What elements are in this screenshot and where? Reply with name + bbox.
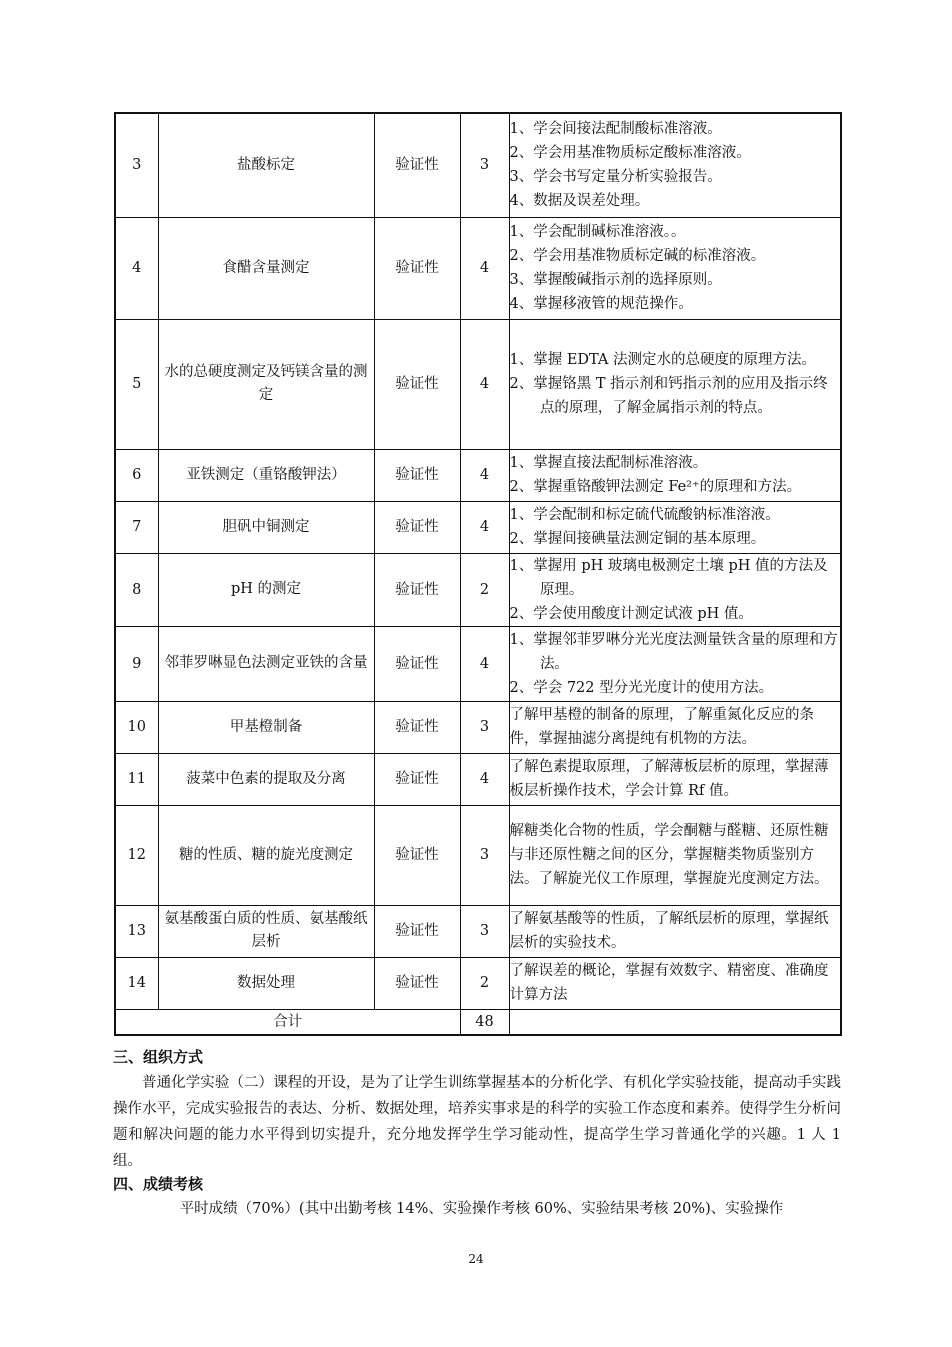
experiment-objectives-cell — [509, 626, 841, 701]
experiment-type-cell: 验证性 — [374, 753, 460, 805]
experiment-hours-cell: 3 — [460, 701, 509, 753]
experiment-name-cell — [158, 753, 374, 805]
experiment-name: 氨基酸蛋白质的性质、氨基酸纸层析 — [164, 911, 368, 950]
objective-line: 2、掌握间接碘量法测定铜的基本原理。 — [509, 531, 766, 547]
objective-line: 4、数据及误差处理。 — [509, 193, 650, 210]
experiment-hours-cell: 4 — [460, 449, 509, 501]
experiment-hours-cell: 4 — [460, 753, 509, 805]
experiment-name: pH 的测定 — [230, 581, 302, 597]
objective-paragraph: 了解甲基橙的制备的原理，了解重氮化反应的条件，掌握抽滤分离提纯有机物的方法。 — [509, 707, 814, 747]
experiment-name-cell — [158, 905, 374, 957]
experiment-name-cell — [158, 113, 374, 217]
experiment-objectives-cell — [509, 905, 841, 957]
experiment-objectives-cell — [509, 753, 841, 805]
row-number-cell: 12 — [115, 805, 158, 905]
objective-line: 2、掌握重铬酸钾法测定 Fe²⁺的原理和方法。 — [509, 479, 802, 495]
row-number-cell: 6 — [115, 449, 158, 501]
experiment-objectives-cell — [509, 319, 841, 449]
table-row — [115, 449, 841, 501]
experiment-hours-cell: 2 — [460, 957, 509, 1009]
section-4-title: 四、成绩考核 — [113, 1175, 204, 1193]
experiment-type-cell: 验证性 — [374, 701, 460, 753]
row-number-cell: 11 — [115, 753, 158, 805]
row-number-cell: 14 — [115, 957, 158, 1009]
total-hours: 48 — [460, 1009, 509, 1035]
objective-paragraph: 了解色素提取原理，了解薄板层析的原理，掌握薄板层析操作技术，学会计算 Rf 值。 — [509, 759, 829, 799]
experiment-type-cell: 验证性 — [374, 113, 460, 217]
experiment-type-cell: 验证性 — [374, 501, 460, 553]
experiment-hours-cell: 3 — [460, 805, 509, 905]
experiment-name-cell — [158, 449, 374, 501]
section-3-title: 三、组织方式 — [113, 1048, 204, 1066]
experiment-name: 甲基橙制备 — [229, 718, 303, 735]
experiment-name-cell — [158, 701, 374, 753]
experiment-objectives-cell — [509, 501, 841, 553]
experiment-objectives-cell — [509, 553, 841, 626]
table-row — [115, 701, 841, 753]
experiment-name-cell — [158, 501, 374, 553]
experiment-name-cell — [158, 957, 374, 1009]
objective-line: 1、学会间接法配制酸标准溶液。 — [509, 121, 722, 138]
experiment-name: 亚铁测定（重铬酸钾法） — [186, 466, 346, 483]
row-number-cell: 7 — [115, 501, 158, 553]
objective-line: 3、学会书写定量分析实验报告。 — [509, 169, 722, 186]
objective-line: 1、掌握用 pH 玻璃电极测定土壤 pH 值的方法及原理。 — [509, 557, 828, 598]
table-row — [115, 553, 841, 626]
objective-line: 2、掌握铬黑 T 指示剂和钙指示剂的应用及指示终点的原理，了解金属指示剂的特点。 — [509, 376, 828, 416]
row-number-cell: 5 — [115, 319, 158, 449]
experiment-name: 数据处理 — [237, 974, 295, 991]
experiment-name-cell — [158, 805, 374, 905]
table-row — [115, 113, 841, 217]
experiment-objectives-cell — [509, 805, 841, 905]
table-row — [115, 217, 841, 319]
experiment-objectives-cell — [509, 701, 841, 753]
experiment-type-cell: 验证性 — [374, 805, 460, 905]
row-number-cell: 10 — [115, 701, 158, 753]
objective-line: 2、学会用基准物质标定酸标准溶液。 — [509, 145, 751, 162]
page-number: 24 — [468, 1252, 484, 1266]
experiment-hours-cell: 4 — [460, 319, 509, 449]
objective-line: 1、掌握 EDTA 法测定水的总硬度的原理方法。 — [509, 352, 817, 368]
experiment-type-cell: 验证性 — [374, 553, 460, 626]
experiment-objectives-cell — [509, 449, 841, 501]
objective-line: 1、掌握邻菲罗啉分光光度法测量铁含量的原理和方法。 — [509, 631, 838, 672]
objective-line: 1、学会配制碱标准溶液。。 — [509, 224, 686, 240]
objective-line: 3、掌握酸碱指示剂的选择原则。 — [509, 272, 722, 288]
experiment-type-cell: 验证性 — [374, 626, 460, 701]
experiment-objectives-cell — [509, 957, 841, 1009]
objective-paragraph: 了解氨基酸等的性质，了解纸层析的原理，掌握纸层析的实验技术。 — [509, 911, 829, 951]
experiment-type-cell: 验证性 — [374, 319, 460, 449]
total-row — [115, 1009, 841, 1035]
table-row — [115, 905, 841, 957]
table-row — [115, 501, 841, 553]
experiment-hours-cell: 3 — [460, 113, 509, 217]
table-row — [115, 805, 841, 905]
experiment-hours-cell: 2 — [460, 553, 509, 626]
row-number-cell: 13 — [115, 905, 158, 957]
experiment-hours-cell: 4 — [460, 217, 509, 319]
table-row — [115, 626, 841, 701]
experiment-hours-cell: 4 — [460, 626, 509, 701]
experiment-hours-cell: 3 — [460, 905, 509, 957]
experiment-objectives-cell — [509, 113, 841, 217]
experiment-name: 菠菜中色素的提取及分离 — [186, 770, 346, 787]
table-row — [115, 753, 841, 805]
experiment-name-cell — [158, 553, 374, 626]
table-row — [115, 319, 841, 449]
experiment-name-cell — [158, 626, 374, 701]
experiment-name: 水的总硬度测定及钙镁含量的测定 — [164, 364, 368, 403]
section-4-body: 平时成绩（70%）(其中出勤考核 14%、实验操作考核 60%、实验结果考核 20%)、实验操作 — [179, 1201, 784, 1217]
experiment-type-cell: 验证性 — [374, 217, 460, 319]
row-number-cell: 4 — [115, 217, 158, 319]
row-number-cell: 3 — [115, 113, 158, 217]
experiment-name: 胆矾中铜测定 — [222, 518, 310, 535]
objective-line: 2、学会使用酸度计测定试液 pH 值。 — [509, 605, 753, 622]
experiment-table — [114, 112, 842, 1036]
objective-paragraph: 了解误差的概论，掌握有效数字、精密度、准确度计算方法 — [509, 963, 829, 1003]
row-number-cell: 8 — [115, 553, 158, 626]
objective-line: 4、掌握移液管的规范操作。 — [509, 296, 693, 312]
section-3-body: 普通化学实验（二）课程的开设，是为了让学生训练掌握基本的分析化学、有机化学实验技能，提高动手实践操作水平，完成实验报告的表达、分析、数据处理，培养实事求是的科学的实验工作态度和素养。使得学生分析问题和解决问题的能力水平得到切实提升，充分地发挥学生学习能动性，提高学生学习普通化学的兴趣。1 人 1 组。 — [113, 1075, 841, 1169]
total-empty-cell — [509, 1009, 841, 1035]
experiment-name-cell — [158, 319, 374, 449]
objective-line: 1、掌握直接法配制标准溶液。 — [509, 455, 708, 471]
experiment-name-cell — [158, 217, 374, 319]
experiment-name: 食醋含量测定 — [222, 259, 310, 276]
experiment-name: 糖的性质、糖的旋光度测定 — [179, 846, 353, 863]
experiment-type-cell: 验证性 — [374, 449, 460, 501]
objective-line: 2、学会用基准物质标定碱的标准溶液。 — [509, 248, 766, 264]
table-row — [115, 957, 841, 1009]
experiment-type-cell: 验证性 — [374, 957, 460, 1009]
experiment-objectives-cell — [509, 217, 841, 319]
experiment-name: 邻菲罗啉显色法测定亚铁的含量 — [164, 655, 368, 671]
objective-paragraph: 解糖类化合物的性质，学会酮糖与醛糖、还原性糖与非还原性糖之间的区分，掌握糖类物质鉴别方法。了解旋光仪工作原理，掌握旋光度测定方法。 — [509, 823, 829, 887]
row-number-cell: 9 — [115, 626, 158, 701]
objective-line: 2、学会 722 型分光光度计的使用方法。 — [509, 679, 774, 696]
objective-line: 1、学会配制和标定硫代硫酸钠标准溶液。 — [509, 507, 780, 523]
experiment-hours-cell: 4 — [460, 501, 509, 553]
total-label: 合计 — [115, 1009, 460, 1035]
experiment-name: 盐酸标定 — [237, 156, 295, 173]
experiment-type-cell: 验证性 — [374, 905, 460, 957]
